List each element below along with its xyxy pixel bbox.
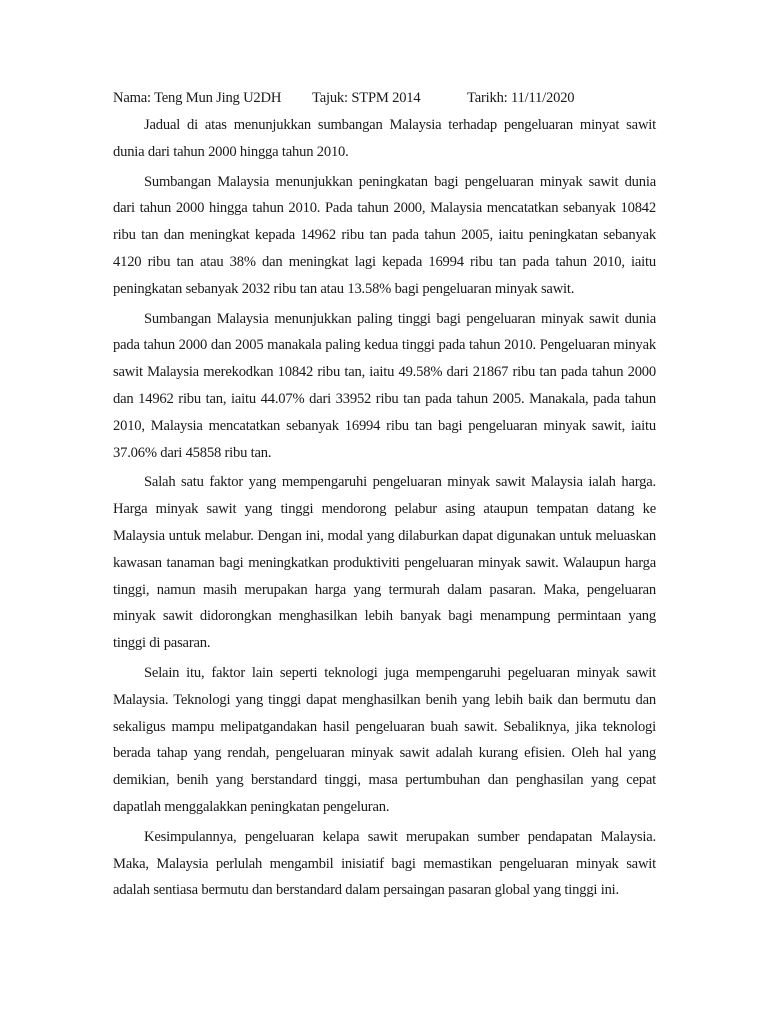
paragraph-conclusion: Kesimpulannya, pengeluaran kelapa sawit merupakan sumber pendapatan Malaysia. Maka, Malaysia perlulah mengambil inisiatif bagi memastikan pengeluaran minyak sawit adalah sentiasa bermutu dan berstandard dalam persaingan pasaran global yang tinggi ini. <box>113 828 656 899</box>
document-header <box>113 90 673 110</box>
date-field: Tarikh: 11/11/2020 <box>467 90 575 106</box>
essay-body <box>113 112 656 907</box>
title-field: Tajuk: STPM 2014 <box>312 90 421 106</box>
paragraph-intro: Jadual di atas menunjukkan sumbangan Malaysia terhadap pengeluaran minyat sawit dunia dari tahun 2000 hingga tahun 2010. <box>113 117 656 160</box>
paragraph-share: Sumbangan Malaysia menunjukkan paling tinggi bagi pengeluaran minyak sawit dunia pada tahun 2000 dan 2005 manakala paling kedua tinggi pada tahun 2010. Pengeluaran minyak sawit Malaysia merekodkan 10842 ribu tan, iaitu 49.58% dari 21867 ribu tan pada tahun 2000 dan 14962 ribu tan, iaitu 44.07% dari 33952 ribu tan pada tahun 2005. Manakala, pada tahun 2010, Malaysia mencatatkan sebanyak 16994 ribu tan bagi pengeluaran minyak sawit, iaitu 37.06% dari 45858 ribu tan. <box>113 310 656 461</box>
paragraph-price-factor: Salah satu faktor yang mempengaruhi pengeluaran minyak sawit Malaysia ialah harga. Harga minyak sawit yang tinggi mendorong pelabur asing ataupun tempatan datang ke Malaysia untuk melabur. Dengan ini, modal yang dilaburkan dapat digunakan untuk meluaskan kawasan tanaman bagi meningkatkan produktiviti pengeluaran minyak sawit. Walaupun harga tinggi, namun masih merupakan harga yang termurah dalam pasaran. Maka, pengeluaran minyak sawit didorongkan menghasilkan lebih banyak bagi menampung permintaan yang tinggi di pasaran. <box>113 474 656 652</box>
paragraph-trend: Sumbangan Malaysia menunjukkan peningkatan bagi pengeluaran minyak sawit dunia dari tahun 2000 hingga tahun 2010. Pada tahun 2000, Malaysia mencatatkan sebanyak 10842 ribu tan dan meningkat kepada 14962 ribu tan pada tahun 2005, iaitu peningkatan sebanyak 4120 ribu tan atau 38% dan meningkat lagi kepada 16994 ribu tan pada tahun 2010, iaitu peningkatan sebanyak 2032 ribu tan atau 13.58% bagi pengeluaran minyak sawit. <box>113 173 656 297</box>
name-field: Nama: Teng Mun Jing U2DH <box>113 90 282 106</box>
paragraph-technology-factor: Selain itu, faktor lain seperti teknologi juga mempengaruhi pegeluaran minyak sawit Malaysia. Teknologi yang tinggi dapat menghasilkan benih yang lebih baik dan bermutu dan sekaligus mampu melipatgandakan hasil pengeluaran buah sawit. Sebaliknya, jika teknologi berada tahap yang rendah, pengeluaran minyak sawit adalah kurang efisien. Oleh hal yang demikian, benih yang berstandard tinggi, masa pertumbuhan dan penghasilan yang cepat dapatlah menggalakkan peningkatan pengeluran. <box>113 664 656 815</box>
